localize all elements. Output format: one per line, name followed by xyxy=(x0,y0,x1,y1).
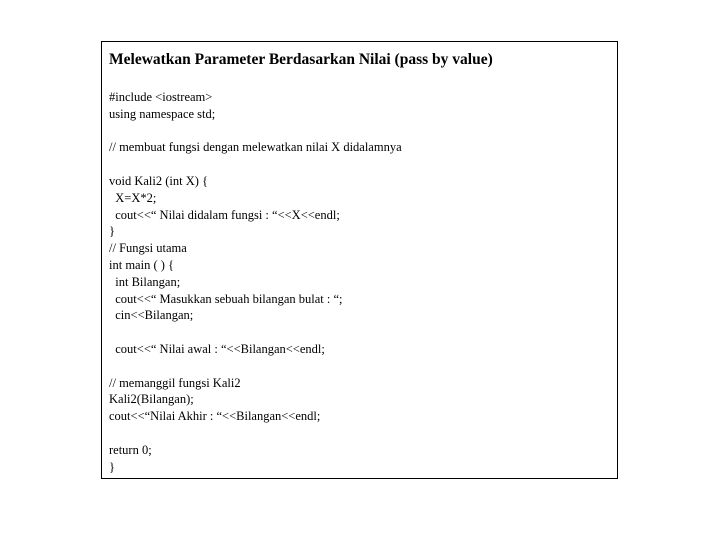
code-comment: // Fungsi utama xyxy=(109,241,187,256)
code-line: cout<<“ Nilai didalam fungsi : “<<X<<endl; xyxy=(109,207,340,222)
code-line xyxy=(109,425,402,442)
code-line xyxy=(109,123,402,140)
code-line: cout<<“Nilai Akhir : “<<Bilangan<<endl; xyxy=(109,409,321,424)
code-comment: // memanggil fungsi Kali2 xyxy=(109,375,241,390)
document-title: Melewatkan Parameter Berdasarkan Nilai (pass by value) xyxy=(109,51,493,68)
code-line: #include <iostream> xyxy=(109,90,213,104)
code-line xyxy=(109,156,402,173)
code-line xyxy=(109,358,402,375)
code-line: X=X*2; xyxy=(109,190,157,205)
code-line: int Bilangan; xyxy=(109,274,181,289)
code-listing xyxy=(109,89,402,475)
code-line: cout<<“ Nilai awal : “<<Bilangan<<endl; xyxy=(109,341,325,356)
code-line: cout<<“ Masukkan sebuah bilangan bulat : “; xyxy=(109,291,343,306)
code-line: void Kali2 (int X) { xyxy=(109,173,209,188)
code-line: return 0; xyxy=(109,442,152,457)
code-line: } xyxy=(109,459,115,474)
code-line: cin<<Bilangan; xyxy=(109,308,194,323)
code-line: Kali2(Bilangan); xyxy=(109,392,194,407)
code-line: int main ( ) { xyxy=(109,257,175,272)
code-line xyxy=(109,324,402,341)
code-line: using namespace std; xyxy=(109,106,216,121)
code-line: } xyxy=(109,224,115,239)
code-comment: // membuat fungsi dengan melewatkan nilai X didalamnya xyxy=(109,140,402,155)
